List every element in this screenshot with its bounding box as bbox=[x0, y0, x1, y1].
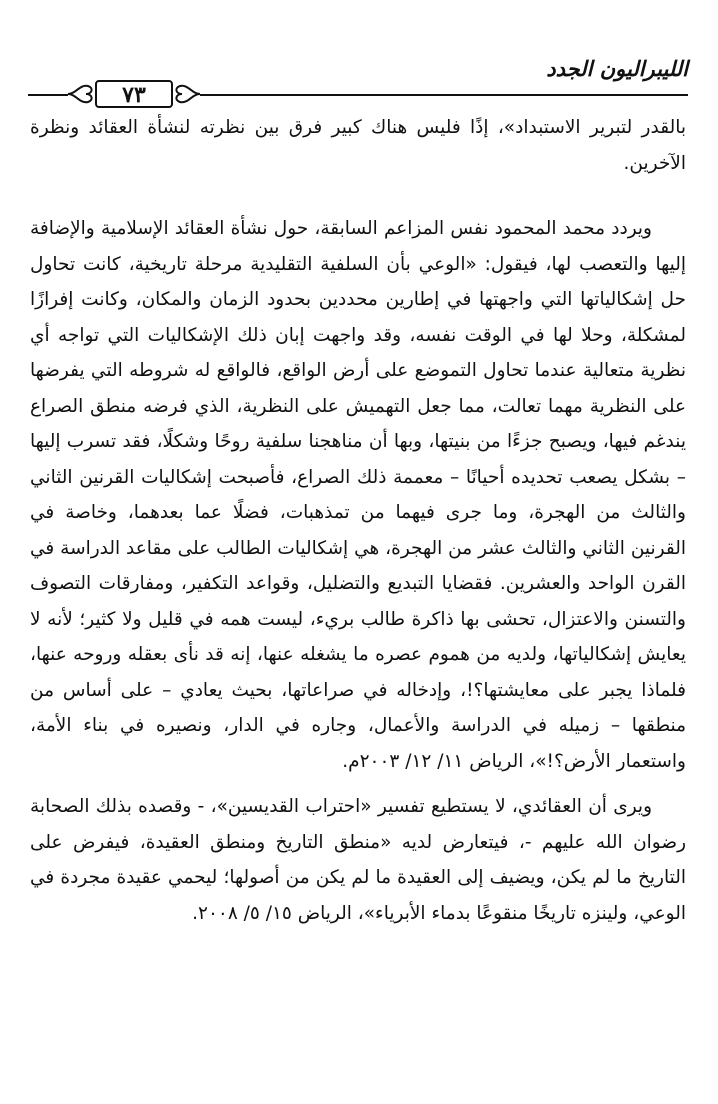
header-rule-right bbox=[200, 94, 688, 96]
paragraph-3: ويرى أن العقائدي، لا يستطيع تفسير «احتراب القديسين»، - وقصده بذلك الصحابة رضوان الله عليهم -، فيتعارض لديه «منطق التاريخ ومنطق العقيدة، فيفرض على التاريخ ما لم يكن، ويضيف إلى العقيدة ما لم يكن من أصولها؛ ليحمي عقيدة مجردة في الوعي، ولينزه تاريخًا منقوعًا بدماء الأبرياء»، الرياض ١٥/ ٥/ ٢٠٠٨. bbox=[30, 796, 686, 924]
running-header-title: الليبراليون الجدد bbox=[546, 56, 688, 81]
header-rule-left bbox=[28, 94, 68, 96]
page-number: ٧٣ bbox=[122, 82, 146, 108]
paragraph-gap bbox=[30, 181, 686, 211]
paragraph-2: ويردد محمد المحمود نفس المزاعم السابقة، حول نشأة العقائد الإسلامية والإضافة إليها والتعصب لها، فيقول: «الوعي بأن السلفية التقليدية مرحلة تاريخية، كانت تحاول حل إشكالياتها التي واجهتها في إطارين محددين بحدود الزمان والمكان، وكانت إفرازًا لمشكلة، وحلا لها في الوقت نفسه، وقد واجهت إبان ذلك الإشكاليات التي تواجه أي نظرية متعالية عندما تحاول التموضع على أرض الواقع، فالواقع له شروطه التي يفرضها على النظرية مهما تعالت، مما جعل التهميش على النظرية، الذي فرضه منطق الصراع يندغم فيها، ويصبح جزءًا من بنيتها، وبها أن مناهجنا سلفية روحًا وشكلًا، فقد تسرب إليها – بشكل يصعب تحديده أحيانًا – معممة ذلك الصراع، فأصبحت إشكاليات القرنين الثاني والثالث من الهجرة، وما جرى فيهما من تمذهبات، فضلًا عما بعدهما، وخاصة في القرنين الثاني والثالث عشر من الهجرة، هي إشكاليات الطالب على مقاعد الدراسة في القرن الواحد والعشرين. فقضايا التبديع والتضليل، وقواعد التكفير، ومفارقات التصوف والتسنن والاعتزال، تحشى بها ذاكرة طالب بريء، ليست همه في قليل ولا كثير؛ لأنه لا يعايش إشكالياتها، ولديه من هموم عصره ما يشغله عنها، إنه قد نأى بعقله وروحه عنها، فلماذا يجبر على معايشتها؟!، وإدخاله في صراعاتها، بحيث يعادي – على أساس من منطقها – زميله في الدراسة والأعمال، وجاره في الدار، ونصيره في بناء الأمة، واستعمار الأرض؟!»، الرياض ١١/ ١٢/ ٢٠٠٣م. bbox=[30, 218, 686, 772]
paragraph-gap bbox=[30, 779, 686, 789]
body-text bbox=[30, 110, 686, 931]
paragraph-1: بالقدر لتبرير الاستبداد»، إذًا فليس هناك كبير فرق بين نظرته لنشأة العقائد ونظرة الآخرين. bbox=[30, 117, 686, 174]
